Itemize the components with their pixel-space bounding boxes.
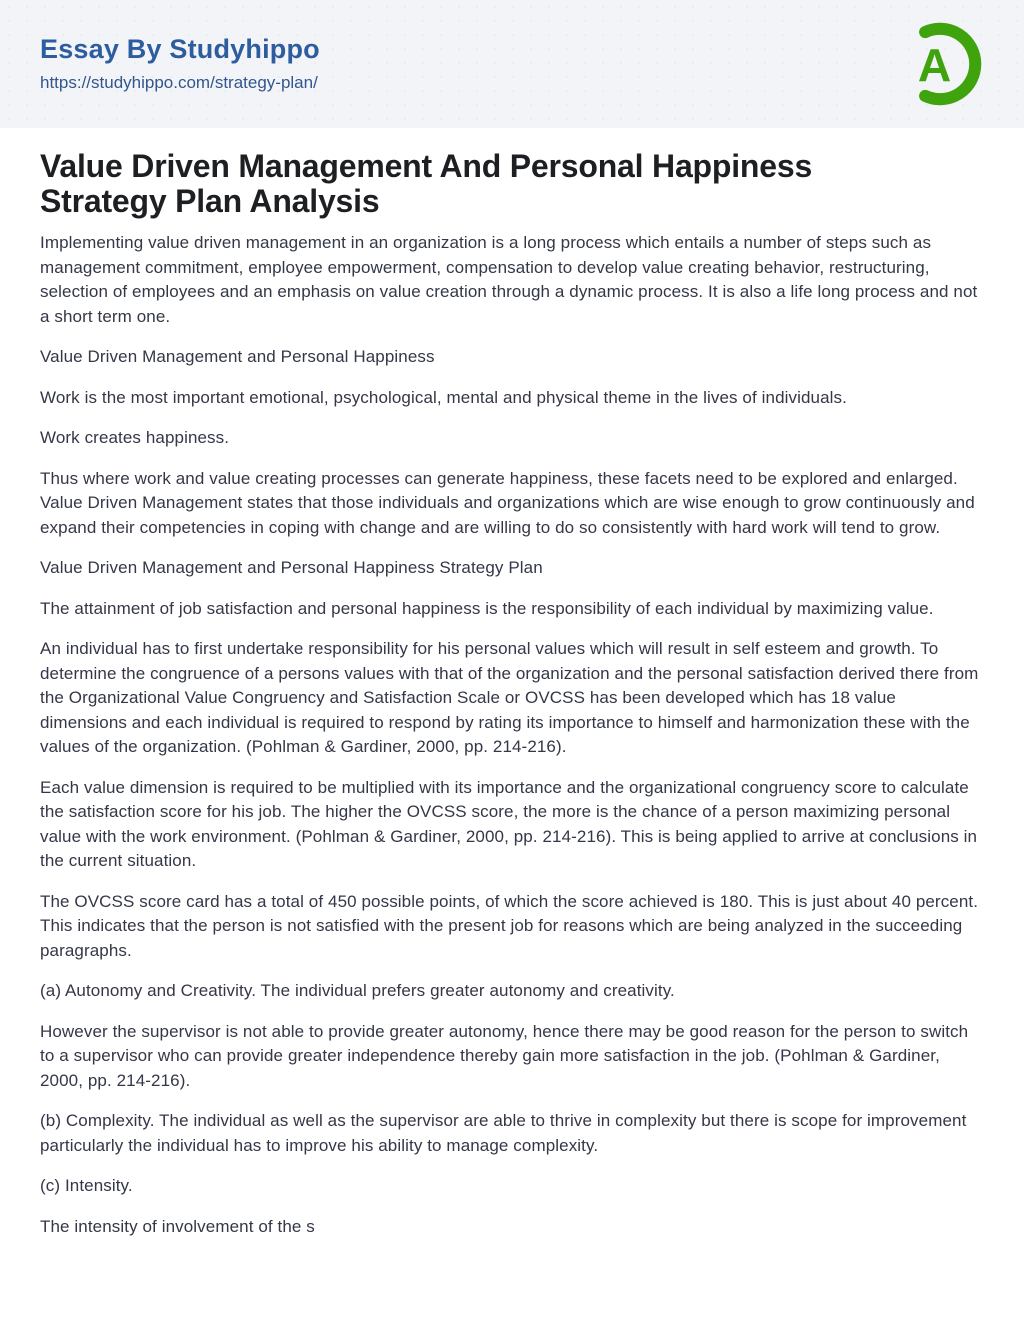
logo-letter: A: [917, 39, 952, 92]
essay-paragraph: Work creates happiness.: [40, 428, 230, 448]
essay-paragraph: Implementing value driven management in an organization is a long process which entails a number of steps such as management commitment, employee empowerment, compensation to develop value creating behavior, restructuring, selection of employees and an emphasis on value creation through a dynamic process. It is also a life long process and not a short term one.: [40, 233, 978, 326]
essay-paragraph: Thus where work and value creating processes can generate happiness, these facets need to be explored and enlarged. Value Driven Management states that those individuals and organizations which are wise enough to grow continuously and expand their competencies in coping with change and are willing to do so consistently with hard work will tend to grow.: [40, 468, 975, 537]
essay-paragraph: Value Driven Management and Personal Happiness Strategy Plan: [40, 558, 543, 578]
essay-paragraph: However the supervisor is not able to provide greater autonomy, hence there may be good reason for the person to switch to a supervisor who can provide greater independence thereby gain more satisfaction in the job. (Pohlman & Gardiner, 2000, pp. 214-216).: [40, 1021, 969, 1090]
essay-content: [0, 128, 1024, 1239]
essay-paragraph: An individual has to first undertake responsibility for his personal values which will result in self esteem and growth. To determine the congruence of a persons values with that of the organization and the personal satisfaction derived there from the Organizational Value Congruency and Satisfaction Scale or OVCSS has been developed which has 18 value dimensions and each individual is required to respond by rating its importance to himself and harmonization these with the values of the organization. (Pohlman & Gardiner, 2000, pp. 214-216).: [40, 639, 979, 757]
essay-paragraph: (b) Complexity. The individual as well as the supervisor are able to thrive in complexity but there is scope for improvement particularly the individual has to improve his ability to manage complexity.: [40, 1111, 967, 1155]
essay-paragraph: (a) Autonomy and Creativity. The individual prefers greater autonomy and creativity.: [40, 981, 675, 1001]
source-url-link[interactable]: https://studyhippo.com/strategy-plan/: [40, 72, 318, 92]
studyhippo-logo-icon: [896, 20, 984, 108]
essay-paragraph: The attainment of job satisfaction and personal happiness is the responsibility of each individual by maximizing value.: [40, 598, 934, 618]
site-title: Essay By Studyhippo: [40, 33, 320, 64]
essay-title: Value Driven Management And Personal Happiness Strategy Plan Analysis: [40, 148, 813, 219]
essay-paragraph: The intensity of involvement of the s: [40, 1216, 315, 1236]
essay-paragraph: The OVCSS score card has a total of 450 possible points, of which the score achieved is 180. This is just about 40 percent. This indicates that the person is not satisfied with the present job for reasons which are being analyzed in the succeeding paragraphs.: [40, 891, 979, 960]
essay-paragraph: Work is the most important emotional, psychological, mental and physical theme in the lives of individuals.: [40, 387, 847, 407]
essay-paragraph: Value Driven Management and Personal Happiness: [40, 347, 435, 367]
essay-paragraph: Each value dimension is required to be multiplied with its importance and the organizational congruency score to calculate the satisfaction score for his job. The higher the OVCSS score, the more is the chance of a person maximizing personal value with the work environment. (Pohlman & Gardiner, 2000, pp. 214-216). This is being applied to arrive at conclusions in the current situation.: [40, 777, 978, 871]
page-header: [0, 0, 1024, 128]
essay-paragraph: (c) Intensity.: [40, 1176, 133, 1196]
header-text-block: [40, 35, 320, 93]
essay-body: [40, 231, 984, 1239]
